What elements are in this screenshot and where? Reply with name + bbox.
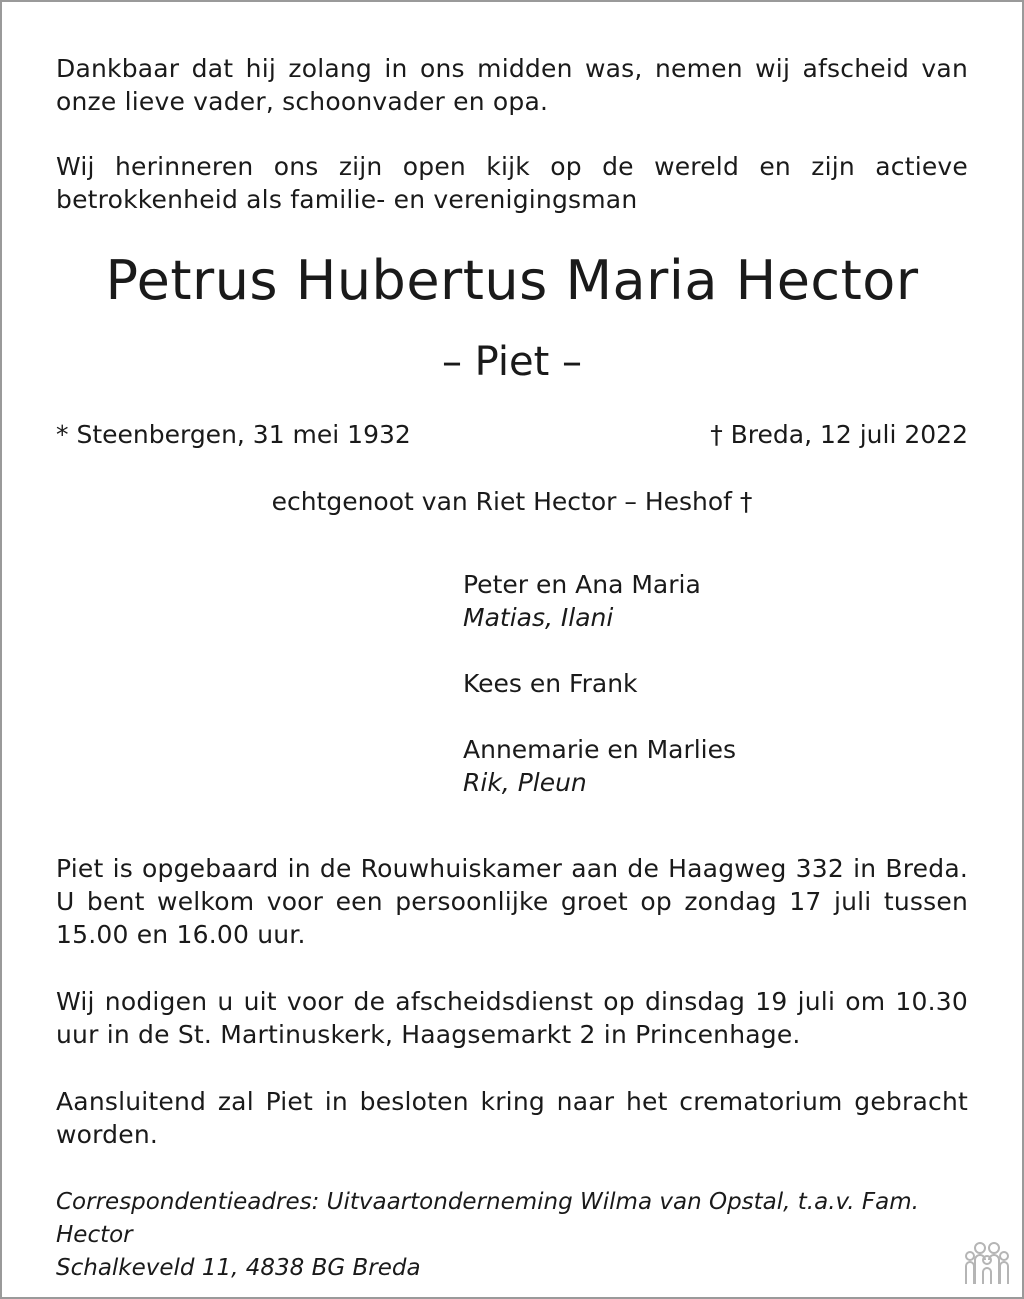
family-couple: Annemarie en Marlies	[463, 735, 737, 764]
people-group-icon	[962, 1240, 1012, 1286]
family-group	[463, 667, 736, 700]
family-list	[463, 568, 736, 832]
viewing-text: Piet is opgebaard in de Rouwhuiskamer aan de Haagweg 332 in Breda. U bent welkom voor een persoonlijke groet op zondag 17 juli tussen 15.00 en 16.00 uur.	[56, 854, 968, 949]
family-group	[463, 733, 736, 799]
correspondence-address	[56, 1186, 968, 1285]
correspondence-line: Correspondentieadres: Uitvaartonderneming Wilma van Opstal, t.a.v. Fam. Hector	[56, 1189, 919, 1248]
nickname: – Piet –	[441, 339, 583, 385]
family-grandchildren: Matias, Ilani	[463, 603, 614, 632]
family-couple: Peter en Ana Maria	[463, 570, 701, 599]
memory-text: Wij herinneren ons zijn open kijk op de wereld en zijn actieve betrokkenheid als familie- en verenigingsman	[56, 152, 968, 214]
deceased-name: Petrus Hubertus Maria Hector	[105, 249, 919, 312]
family-grandchildren: Rik, Pleun	[463, 768, 587, 797]
family-couple: Kees en Frank	[463, 669, 638, 698]
death-info: † Breda, 12 juli 2022	[710, 420, 968, 449]
correspondence-line: Schalkeveld 11, 4838 BG Breda	[56, 1255, 421, 1281]
intro-text: Dankbaar dat hij zolang in ons midden was, nemen wij afscheid van onze lieve vader, schoonvader en opa.	[56, 54, 968, 116]
service-text: Wij nodigen u uit voor de afscheidsdienst op dinsdag 19 juli om 10.30 uur in de St. Martinuskerk, Haagsemarkt 2 in Princenhage.	[56, 987, 968, 1049]
spouse-info: echtgenoot van Riet Hector – Heshof †	[271, 487, 753, 516]
birth-info: * Steenbergen, 31 mei 1932	[56, 420, 411, 449]
family-group	[463, 568, 736, 634]
cremation-text: Aansluitend zal Piet in besloten kring naar het crematorium gebracht worden.	[56, 1087, 968, 1149]
